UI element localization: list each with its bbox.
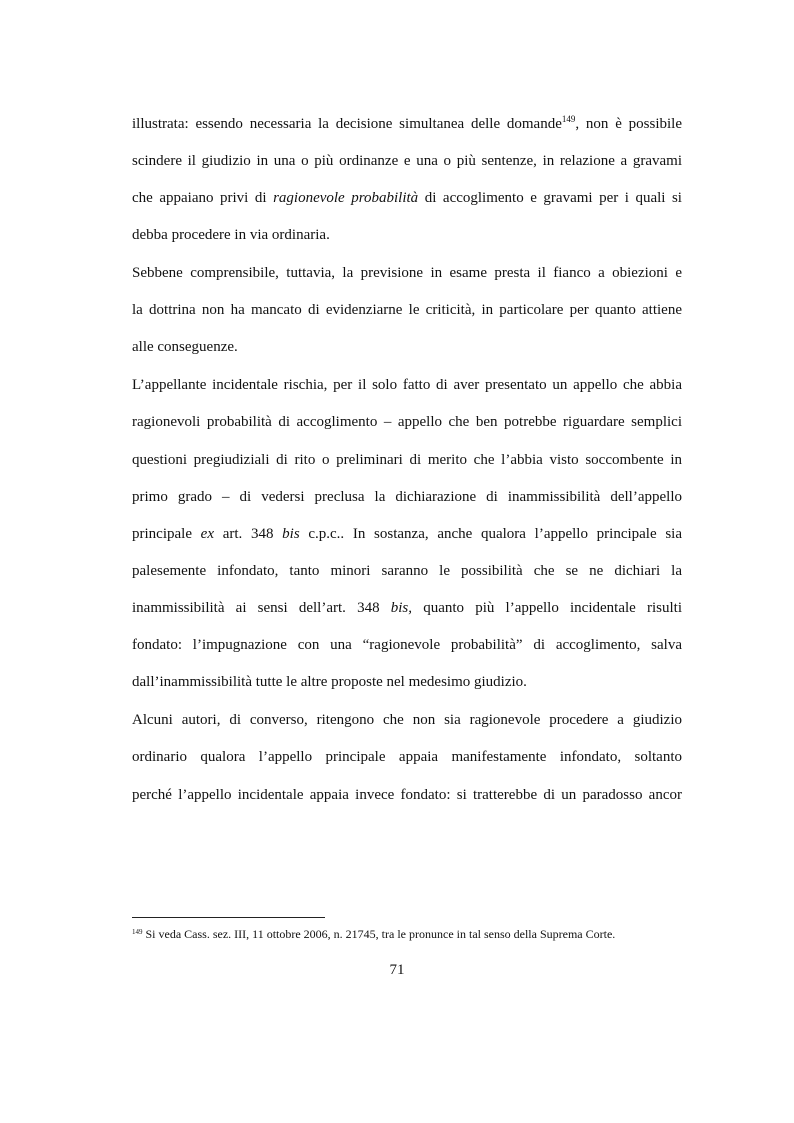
body-line: scindere il giudizio in una o più ordinanze e una o più sentenze, in relazione a gravami [132, 153, 682, 169]
body-line: ordinario qualora l’appello principale appaia manifestamente infondato, soltanto [132, 749, 682, 765]
body-line: la dottrina non ha mancato di evidenziarne le criticità, in particolare per quanto attiene [132, 302, 682, 318]
body-line: questioni pregiudiziali di rito o preliminari di merito che l’abbia visto soccombente in [132, 452, 682, 468]
body-line [132, 114, 682, 134]
text-run: art. 348 [214, 526, 283, 542]
body-line [132, 524, 682, 544]
footnote-text: Si veda Cass. sez. III, 11 ottobre 2006, n. 21745, tra le pronunce in tal senso della Suprema Corte. [142, 927, 616, 941]
text-run: c.p.c.. In sostanza, anche qualora l’appello principale sia [299, 526, 682, 542]
footnote-reference[interactable]: 149 [561, 114, 576, 124]
text-run: di accoglimento e gravami per i quali si [418, 190, 682, 206]
body-line [132, 598, 682, 618]
body-line: fondato: l’impugnazione con una “ragionevole probabilità” di accoglimento, salva [132, 637, 682, 653]
italic-text: bis, [390, 600, 413, 616]
body-line: L’appellante incidentale rischia, per il solo fatto di aver presentato un appello che abbia [132, 377, 682, 393]
body-line: perché l’appello incidentale appaia invece fondato: si tratterebbe di un paradosso ancor [132, 787, 682, 803]
text-run: , non è possibile [575, 116, 683, 132]
footnote-separator [132, 917, 325, 918]
italic-text: bis [282, 526, 300, 542]
italic-text: ex [200, 526, 214, 542]
footnote [132, 926, 692, 942]
body-line: primo grado – di vedersi preclusa la dichiarazione di inammissibilità dell’appello [132, 489, 682, 505]
text-run: che appaiano privi di [132, 190, 274, 206]
body-line: Sebbene comprensibile, tuttavia, la previsione in esame presta il fianco a obiezioni e [132, 265, 682, 281]
text-run: inammissibilità ai sensi dell’art. 348 [132, 600, 391, 616]
body-line: alle conseguenze. [132, 339, 238, 355]
text-run: illustrata: essendo necessaria la decisione simultanea delle domande [132, 116, 562, 132]
italic-text: ragionevole probabilità [273, 190, 419, 206]
body-line: dall’inammissibilità tutte le altre proposte nel medesimo giudizio. [132, 674, 527, 690]
body-line: ragionevoli probabilità di accoglimento – appello che ben potrebbe riguardare semplici [132, 414, 682, 430]
text-run: principale [132, 526, 201, 542]
body-line [132, 188, 682, 208]
body-line: palesemente infondato, tanto minori saranno le possibilità che se ne dichiari la [132, 563, 682, 579]
body-line: debba procedere in via ordinaria. [132, 227, 330, 243]
body-line: Alcuni autori, di converso, ritengono che non sia ragionevole procedere a giudizio [132, 712, 682, 728]
page-number: 71 [389, 962, 405, 978]
footnote-number: 149 [132, 928, 143, 936]
text-run: quanto più l’appello incidentale risulti [412, 600, 682, 616]
